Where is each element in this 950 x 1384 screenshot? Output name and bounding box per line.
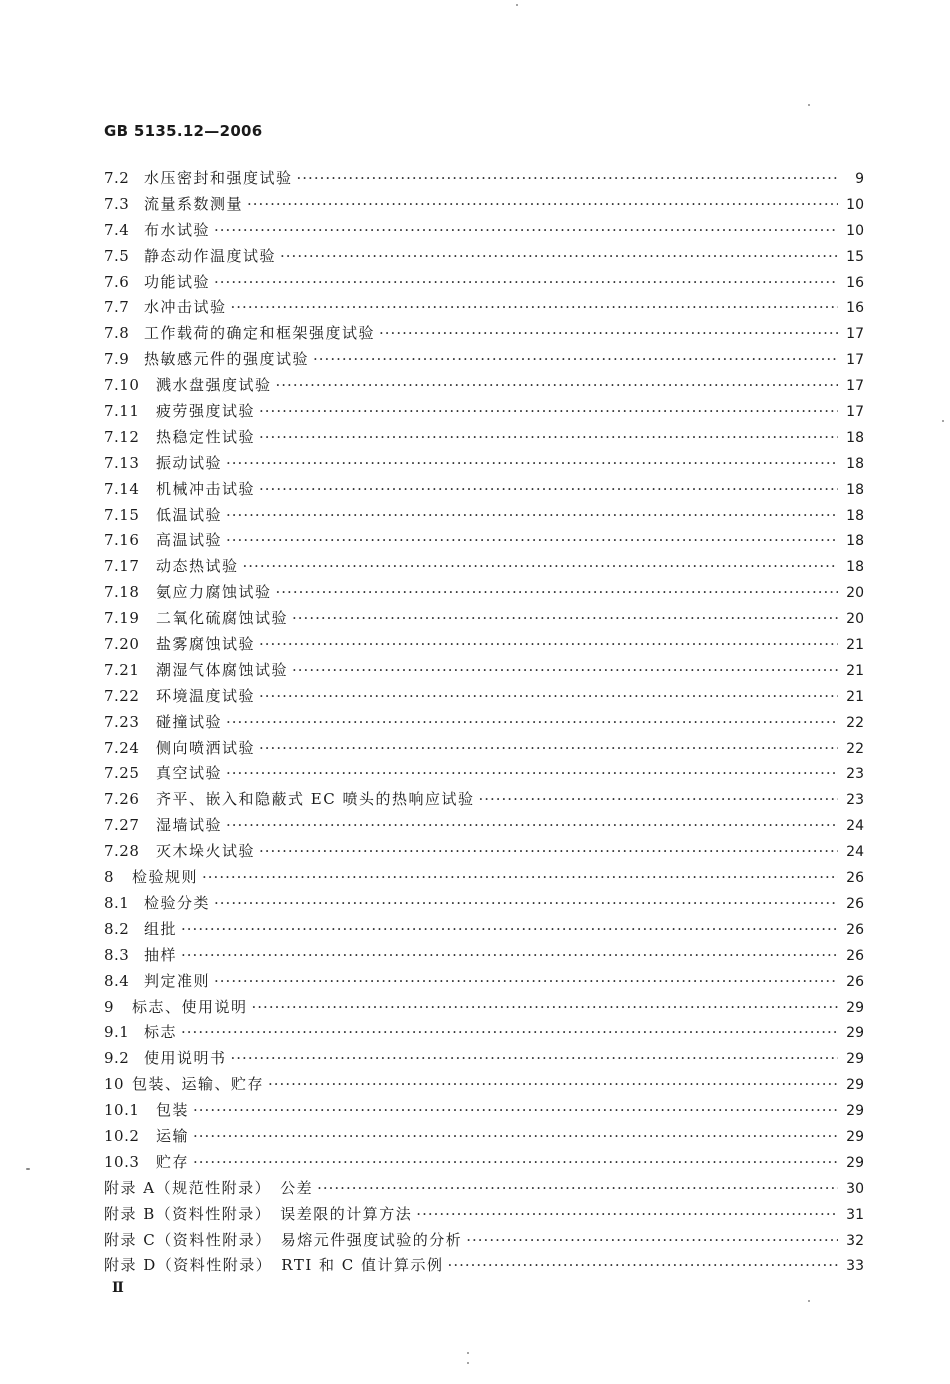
toc-entry [104,554,864,580]
toc-entry-page: 23 [846,766,864,783]
toc-entry-number: 7.19 [104,609,140,628]
toc-entry-title: 盐雾腐蚀试验 [156,635,256,654]
toc-entry-number: 10.3 [104,1152,140,1171]
toc-entry-page: 17 [846,352,864,369]
toc-entry-number: 7.24 [104,738,140,757]
toc-entry [104,1150,864,1176]
toc-entry [104,477,864,503]
toc-entry [104,710,864,736]
dot-leader [214,969,838,995]
dot-leader [292,658,838,684]
toc-entry-title: 高温试验 [156,531,223,550]
dot-leader [466,1228,838,1254]
dot-leader [193,1124,838,1150]
toc-entry-page: 26 [846,921,864,938]
toc-entry-number: 7.2 [104,169,130,187]
dot-leader [214,218,838,244]
dot-leader [313,347,838,373]
toc-entry [104,1228,864,1254]
toc-entry [104,1124,864,1150]
toc-entry [104,943,864,969]
toc-entry-page: 29 [846,1154,864,1171]
dot-leader [181,943,838,969]
toc-entry [104,451,864,477]
toc-entry-number: 7.23 [104,712,140,731]
toc-entry [104,684,864,710]
dot-leader [214,270,838,296]
toc-entry [104,528,864,554]
toc-entry-page: 22 [846,714,864,731]
toc-entry-number: 7.17 [104,557,140,576]
toc-entry-title: 工作载荷的确定和框架强度试验 [144,324,376,343]
toc-entry-title: 包装 [156,1101,190,1120]
toc-entry-title: 二氧化硫腐蚀试验 [156,609,289,628]
table-of-contents [104,166,864,1279]
dot-leader [193,1150,838,1176]
toc-entry-page: 26 [846,870,864,887]
dot-leader [202,865,838,891]
toc-entry-title: 贮存 [156,1152,190,1171]
dot-leader [226,503,838,529]
page-number-footer: Ⅱ [112,1280,124,1296]
toc-entry-title: 抽样 [144,945,178,964]
toc-entry-number: 8.3 [104,945,130,964]
dot-leader [259,684,838,710]
toc-entry-page: 18 [846,455,864,472]
toc-entry-page: 26 [846,947,864,964]
toc-entry-number: 7.8 [104,324,130,343]
toc-entry-title: 溅水盘强度试验 [156,376,272,395]
dot-leader [276,373,838,399]
scan-speck [808,1300,810,1302]
toc-entry-title: 热敏感元件的强度试验 [144,350,310,369]
toc-entry-title: 灭木垛火试验 [156,842,256,861]
toc-entry-page: 21 [846,688,864,705]
toc-entry-title: 布水试验 [144,220,211,239]
toc-entry [104,580,864,606]
dot-leader [280,244,838,270]
toc-entry [104,917,864,943]
dot-leader [276,580,838,606]
toc-entry-page: 21 [846,662,864,679]
toc-entry-title: 判定准则 [144,971,211,990]
dot-leader [317,1176,838,1202]
toc-entry-title: 标志、使用说明 [132,997,248,1016]
toc-entry [104,1098,864,1124]
toc-entry-number: 8.2 [104,919,130,938]
toc-entry-title: 振动试验 [156,453,223,472]
dot-leader [259,736,838,762]
dot-leader [416,1202,838,1228]
dot-leader [259,425,838,451]
toc-entry-page: 18 [846,481,864,498]
toc-entry-page: 17 [846,326,864,343]
toc-entry-title: 使用说明书 [144,1049,227,1068]
toc-entry [104,787,864,813]
toc-entry [104,632,864,658]
toc-entry-title: 真空试验 [156,764,223,783]
toc-entry-number: 7.3 [104,194,130,213]
scan-speck [942,420,944,422]
toc-entry-page: 18 [846,507,864,524]
toc-entry [104,995,864,1021]
toc-entry [104,1020,864,1046]
toc-entry-page: 29 [846,1103,864,1120]
toc-entry-title: 附录 B（资料性附录） 误差限的计算方法 [104,1204,413,1223]
toc-entry-title: 组批 [144,919,178,938]
toc-entry-number: 9.2 [104,1049,130,1068]
toc-entry-number: 7.18 [104,583,140,602]
toc-entry-number: 7.26 [104,790,140,809]
dot-leader [181,1020,838,1046]
toc-entry-page: 30 [846,1180,864,1197]
toc-entry-title: 碰撞试验 [156,712,223,731]
toc-entry-page: 24 [846,818,864,835]
toc-entry-title: 热稳定性试验 [156,427,256,446]
toc-entry [104,399,864,425]
toc-entry-page: 23 [846,792,864,809]
dot-leader [252,995,838,1021]
toc-entry [104,1072,864,1098]
toc-entry-title: 附录 C（资料性附录） 易熔元件强度试验的分析 [104,1230,463,1249]
toc-entry-page: 29 [846,1077,864,1094]
toc-entry-title: 疲劳强度试验 [156,402,256,421]
toc-entry-number: 8.4 [104,971,130,990]
scan-speck [467,1352,469,1354]
toc-entry-title: 环境温度试验 [156,686,256,705]
toc-entry-number: 7.20 [104,635,140,654]
toc-entry-page: 10 [846,222,864,239]
toc-entry-number: 10 [104,1075,125,1094]
toc-entry [104,658,864,684]
toc-entry-title: 检验规则 [132,868,199,887]
dot-leader [247,192,838,218]
toc-entry-page: 29 [846,1025,864,1042]
toc-entry-page: 31 [846,1206,864,1223]
toc-entry-page: 26 [846,973,864,990]
dot-leader [226,813,838,839]
toc-entry-number: 7.14 [104,479,140,498]
toc-entry-number: 9 [104,997,115,1016]
scan-speck [808,104,810,106]
toc-entry [104,218,864,244]
toc-entry-page: 9 [855,171,864,187]
scan-speck [516,4,518,6]
dot-leader [226,451,838,477]
toc-entry-number: 7.15 [104,505,140,524]
toc-entry-page: 18 [846,533,864,550]
toc-entry [104,321,864,347]
toc-entry-page: 20 [846,585,864,602]
toc-entry-title: 附录 A（规范性附录） 公差 [104,1178,314,1197]
toc-entry-title: 运输 [156,1126,190,1145]
toc-entry [104,347,864,373]
toc-entry-page: 15 [846,248,864,265]
toc-entry-number: 7.27 [104,816,140,835]
toc-entry [104,244,864,270]
toc-entry-title: 水冲击试验 [144,298,227,317]
toc-entry-title: 齐平、嵌入和隐蔽式 EC 喷头的热响应试验 [156,790,475,809]
toc-entry-page: 24 [846,844,864,861]
dot-leader [259,477,838,503]
toc-entry-number: 7.25 [104,764,140,783]
dot-leader [478,787,838,813]
dot-leader [297,166,838,192]
toc-entry-page: 32 [846,1232,864,1249]
dot-leader [259,839,838,865]
toc-entry-number: 7.6 [104,272,130,291]
toc-entry [104,969,864,995]
toc-entry-page: 29 [846,999,864,1016]
toc-entry [104,865,864,891]
dot-leader [231,295,838,321]
document-header: GB 5135.12—2006 [104,122,263,140]
toc-entry [104,839,864,865]
toc-entry-title: 机械冲击试验 [156,479,256,498]
dot-leader [231,1046,838,1072]
dot-leader [214,891,838,917]
toc-entry [104,166,864,192]
toc-entry [104,503,864,529]
toc-entry-title: 包装、运输、贮存 [132,1075,265,1094]
dot-leader [226,528,838,554]
dot-leader [259,632,838,658]
toc-entry-page: 16 [846,300,864,317]
toc-entry-page: 21 [846,637,864,654]
dot-leader [226,761,838,787]
toc-entry-number: 10.2 [104,1126,140,1145]
dot-leader [448,1253,838,1279]
dot-leader [292,606,838,632]
toc-entry [104,373,864,399]
toc-entry-title: 动态热试验 [156,557,239,576]
toc-entry-title: 侧向喷洒试验 [156,738,256,757]
dot-leader [226,710,838,736]
dot-leader [243,554,838,580]
toc-entry-page: 29 [846,1051,864,1068]
toc-entry [104,761,864,787]
toc-entry-title: 低温试验 [156,505,223,524]
toc-entry [104,1046,864,1072]
toc-entry-title: 流量系数测量 [144,194,244,213]
toc-entry-page: 20 [846,611,864,628]
toc-entry-page: 33 [846,1258,864,1275]
toc-entry-title: 氨应力腐蚀试验 [156,583,272,602]
toc-entry-number: 7.4 [104,220,130,239]
toc-entry-number: 7.11 [104,402,140,421]
toc-entry [104,736,864,762]
toc-entry-number: 8 [104,868,115,887]
toc-entry-title: 功能试验 [144,272,211,291]
toc-entry [104,1253,864,1279]
toc-entry-page: 17 [846,404,864,421]
toc-entry [104,813,864,839]
toc-entry [104,1176,864,1202]
toc-entry-number: 10.1 [104,1101,140,1120]
toc-entry-title: 检验分类 [144,893,211,912]
toc-entry-title: 静态动作温度试验 [144,246,277,265]
toc-entry [104,1202,864,1228]
toc-entry-title: 标志 [144,1023,178,1042]
toc-entry [104,192,864,218]
toc-entry-page: 26 [846,895,864,912]
dot-leader [193,1098,838,1124]
toc-entry-page: 29 [846,1128,864,1145]
toc-entry-page: 18 [846,429,864,446]
scan-speck [467,1362,469,1364]
toc-entry-page: 18 [846,559,864,576]
toc-entry-page: 16 [846,274,864,291]
dot-leader [268,1072,838,1098]
toc-entry-page: 22 [846,740,864,757]
toc-entry-number: 7.13 [104,453,140,472]
toc-entry-number: 9.1 [104,1023,130,1042]
dot-leader [259,399,838,425]
toc-entry [104,295,864,321]
dot-leader [181,917,838,943]
toc-entry-page: 17 [846,378,864,395]
toc-entry-title: 潮湿气体腐蚀试验 [156,660,289,679]
toc-entry-number: 7.7 [104,298,130,317]
toc-entry [104,606,864,632]
toc-entry-page: 10 [846,196,864,213]
toc-entry-number: 7.16 [104,531,140,550]
toc-entry-number: 7.28 [104,842,140,861]
toc-entry-number: 7.22 [104,686,140,705]
scan-speck [26,1168,30,1170]
toc-entry-number: 7.10 [104,376,140,395]
toc-entry [104,425,864,451]
toc-entry-title: 水压密封和强度试验 [144,169,293,187]
toc-entry-number: 7.12 [104,427,140,446]
toc-entry-title: 附录 D（资料性附录） RTI 和 C 值计算示例 [104,1256,444,1275]
toc-entry [104,270,864,296]
toc-entry-number: 7.21 [104,660,140,679]
toc-entry-number: 7.5 [104,246,130,265]
toc-entry-number: 8.1 [104,893,130,912]
toc-entry-number: 7.9 [104,350,130,369]
toc-entry-title: 湿墙试验 [156,816,223,835]
toc-entry [104,891,864,917]
dot-leader [379,321,838,347]
